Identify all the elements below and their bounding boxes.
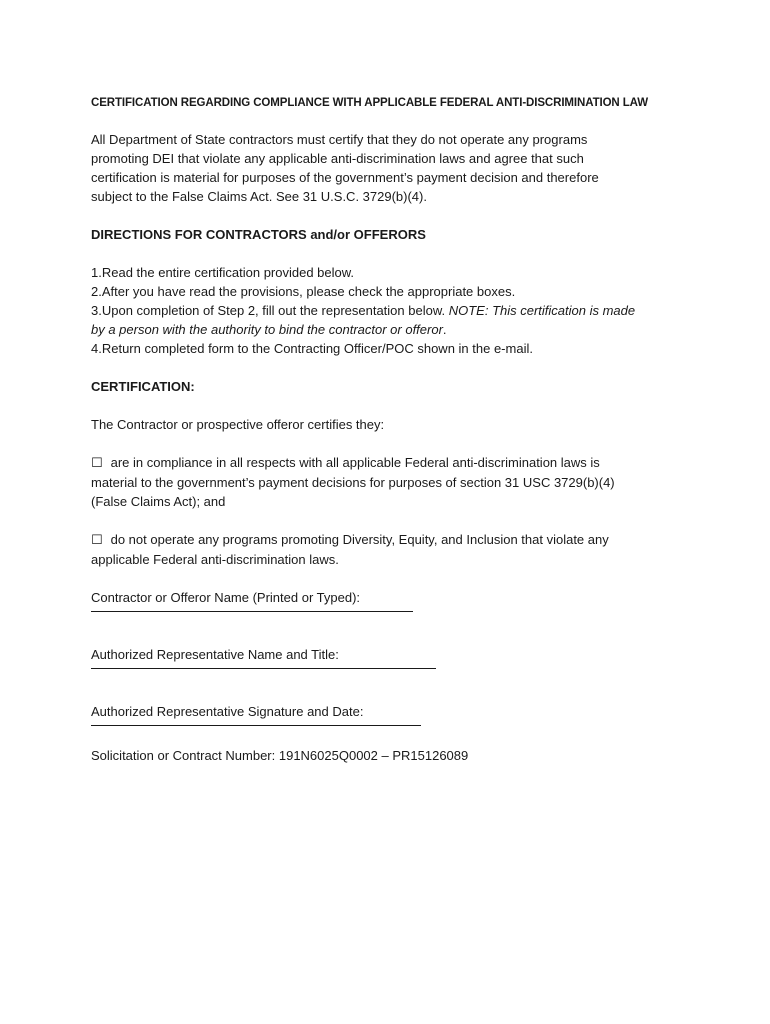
intro-line: certification is material for purposes of the government’s payment decision and therefore xyxy=(91,170,599,185)
intro-line: All Department of State contractors must certify that they do not operate any programs xyxy=(91,132,588,147)
checkbox-no-dei-text-line: applicable Federal anti-discrimination laws. xyxy=(91,552,339,567)
checkbox-compliance-text-line: (False Claims Act); and xyxy=(91,494,226,509)
directions-heading: DIRECTIONS FOR CONTRACTORS and/or OFFERORS xyxy=(91,227,426,242)
step-3 xyxy=(91,301,691,320)
checkbox-compliance-text-line: material to the government’s payment decisions for purposes of section 31 USC 3729(b)(4) xyxy=(91,475,615,490)
checkbox-no-dei-text: do not operate any programs promoting Diversity, Equity, and Inclusion that violate any xyxy=(107,532,609,547)
checkbox-item-no-dei xyxy=(91,530,691,569)
step-4: 4.Return completed form to the Contracting Officer/POC shown in the e-mail. xyxy=(91,341,533,356)
step-3-end: . xyxy=(442,322,447,337)
step-1: 1.Read the entire certification provided below. xyxy=(91,265,355,280)
step-3-note-continued: by a person with the authority to bind the contractor or offeror xyxy=(91,322,443,337)
rep-signature-label: Authorized Representative Signature and Date: xyxy=(91,704,364,719)
document-title: CERTIFICATION REGARDING COMPLIANCE WITH APPLICABLE FEDERAL ANTI-DISCRIMINATION LAW xyxy=(91,97,648,109)
intro-line: subject to the False Claims Act. See 31 U.S.C. 3729(b)(4). xyxy=(91,189,427,204)
intro-line: promoting DEI that violate any applicable anti-discrimination laws and agree that such xyxy=(91,151,584,166)
step-3-text: 3.Upon completion of Step 2, fill out the representation below. xyxy=(91,303,449,318)
directions-steps xyxy=(91,263,691,358)
checkbox-item-compliance xyxy=(91,453,691,511)
checkbox-compliance[interactable]: ☐ xyxy=(91,456,103,471)
checkbox-no-dei[interactable]: ☐ xyxy=(91,533,103,548)
intro-paragraph xyxy=(91,130,691,206)
checkbox-compliance-text: are in compliance in all respects with all applicable Federal anti-discrimination laws is xyxy=(107,455,600,470)
certification-document xyxy=(91,94,691,765)
certifies-intro: The Contractor or prospective offeror certifies they: xyxy=(91,417,385,432)
step-3-note: NOTE: This certification is made xyxy=(448,303,636,318)
solicitation-number: Solicitation or Contract Number: 191N6025Q0002 – PR15126089 xyxy=(91,748,469,763)
rep-name-label: Authorized Representative Name and Title: xyxy=(91,647,339,662)
certification-heading: CERTIFICATION: xyxy=(91,379,195,394)
step-3-continued xyxy=(91,320,691,339)
contractor-name-label: Contractor or Offeror Name (Printed or Typed): xyxy=(91,590,361,605)
step-2: 2.After you have read the provisions, please check the appropriate boxes. xyxy=(91,284,516,299)
